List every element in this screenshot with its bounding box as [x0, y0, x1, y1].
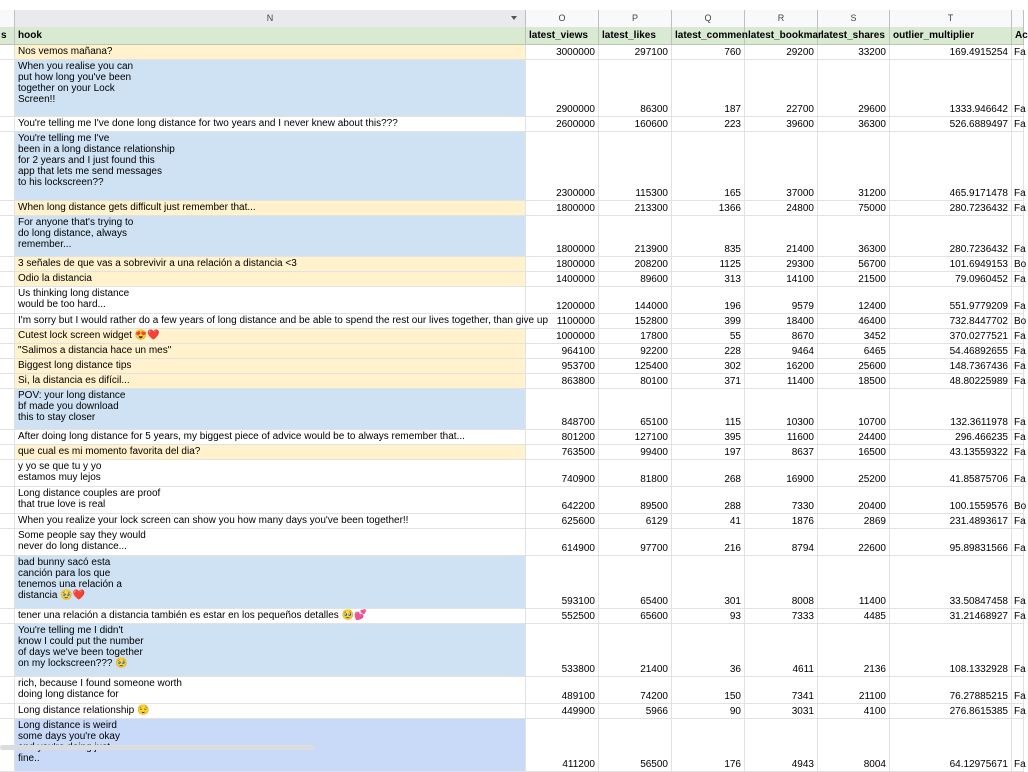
- bookmarks-cell[interactable]: 3031: [745, 704, 818, 718]
- column-header-n[interactable]: [15, 10, 526, 27]
- shares-cell[interactable]: 16500: [818, 445, 890, 459]
- table-row: [0, 272, 1024, 287]
- shares-cell[interactable]: 21100: [818, 677, 890, 703]
- shares-cell[interactable]: 25200: [818, 460, 890, 486]
- table-row: [0, 514, 1024, 529]
- table-row: [0, 329, 1024, 344]
- comments-cell[interactable]: 55: [672, 329, 745, 343]
- header-cell-shares[interactable]: latest_shares: [818, 27, 890, 44]
- likes-cell[interactable]: 6129: [599, 514, 672, 528]
- likes-cell[interactable]: 89600: [599, 272, 672, 286]
- shares-cell[interactable]: 11400: [818, 556, 890, 608]
- outlier-cell[interactable]: 54.46892655: [890, 344, 1012, 358]
- header-row: [0, 27, 1028, 45]
- cell-a[interactable]: [0, 287, 15, 313]
- hook-cell[interactable]: y yo se que tu y yo estamos muy lejos: [15, 460, 526, 486]
- column-header-s[interactable]: S: [818, 10, 890, 27]
- likes-cell[interactable]: 5966: [599, 704, 672, 718]
- cell-a[interactable]: [0, 374, 15, 388]
- bookmarks-cell[interactable]: 11400: [745, 374, 818, 388]
- bookmarks-cell[interactable]: 14100: [745, 272, 818, 286]
- outlier-cell[interactable]: 296.466235: [890, 430, 1012, 444]
- views-cell[interactable]: 1800000: [526, 257, 599, 271]
- comments-cell[interactable]: 187: [672, 60, 745, 116]
- account-cell[interactable]: Fa: [1012, 460, 1024, 486]
- account-cell[interactable]: Fa: [1014, 376, 1026, 387]
- table-row: [0, 487, 1027, 514]
- account-cell[interactable]: Fa: [1014, 274, 1026, 285]
- views-cell[interactable]: 964100: [526, 344, 599, 358]
- likes-cell[interactable]: 65600: [599, 609, 672, 623]
- cell-a[interactable]: [0, 359, 15, 373]
- column-header-p[interactable]: P: [599, 10, 672, 27]
- views-cell[interactable]: 953700: [526, 359, 599, 373]
- hook-cell[interactable]: When you realize your lock screen can show you how many days you've been together!!: [15, 514, 526, 528]
- likes-cell[interactable]: 17800: [599, 329, 672, 343]
- bookmarks-cell[interactable]: 16900: [745, 460, 818, 486]
- bookmarks-cell[interactable]: 1876: [745, 514, 818, 528]
- header-cell-u[interactable]: Ac: [1012, 27, 1024, 44]
- views-cell[interactable]: 614900: [526, 529, 599, 555]
- column-header-m[interactable]: [0, 10, 15, 27]
- table-row: [0, 430, 1024, 445]
- comments-cell[interactable]: 196: [672, 287, 745, 313]
- account-cell[interactable]: Fa: [1012, 132, 1024, 200]
- account-cell[interactable]: Fa: [1014, 447, 1026, 458]
- views-cell[interactable]: 740900: [526, 460, 599, 486]
- comments-cell[interactable]: 760: [672, 45, 745, 59]
- shares-cell[interactable]: 12400: [818, 287, 890, 313]
- outlier-cell[interactable]: 465.9171478: [890, 132, 1012, 200]
- comments-cell[interactable]: 223: [672, 117, 745, 131]
- likes-cell[interactable]: 125400: [599, 359, 672, 373]
- views-cell[interactable]: 489100: [526, 677, 599, 703]
- bookmarks-cell[interactable]: 9464: [745, 344, 818, 358]
- views-cell[interactable]: 552500: [526, 609, 599, 623]
- likes-cell[interactable]: 152800: [599, 314, 672, 328]
- outlier-cell[interactable]: 148.7367436: [890, 359, 1012, 373]
- hook-cell[interactable]: que cual es mi momento favorita del dia?: [15, 445, 526, 459]
- views-cell[interactable]: 449900: [526, 704, 599, 718]
- shares-cell[interactable]: 3452: [818, 329, 890, 343]
- likes-cell[interactable]: 213900: [599, 216, 672, 256]
- likes-cell[interactable]: 208200: [599, 257, 672, 271]
- comments-cell[interactable]: 1125: [672, 257, 745, 271]
- views-cell[interactable]: 848700: [526, 389, 599, 429]
- views-cell[interactable]: 593100: [526, 556, 599, 608]
- comments-cell[interactable]: 216: [672, 529, 745, 555]
- account-cell[interactable]: Fa: [1012, 389, 1024, 429]
- hook-cell[interactable]: 3 señales de que vas a sobrevivir a una relación a distancia <3: [15, 257, 526, 271]
- outlier-cell[interactable]: 48.80225989: [890, 374, 1012, 388]
- comments-cell[interactable]: 228: [672, 344, 745, 358]
- views-cell[interactable]: 763500: [526, 445, 599, 459]
- account-cell[interactable]: Fa: [1012, 529, 1024, 555]
- hook-cell[interactable]: Long distance couples are proof that true love is real: [15, 487, 526, 513]
- table-row: [0, 704, 1024, 719]
- table-row: [0, 529, 1024, 556]
- account-cell[interactable]: Fa: [1014, 611, 1026, 622]
- hook-cell[interactable]: When you realise you can put how long you've been together on your Lock Screen!!: [15, 60, 526, 116]
- hook-cell[interactable]: Long distance relationship 😌: [15, 704, 526, 718]
- shares-cell[interactable]: 36300: [818, 216, 890, 256]
- comments-cell[interactable]: 313: [672, 272, 745, 286]
- table-row: [0, 460, 1024, 487]
- bookmarks-cell[interactable]: 39600: [745, 117, 818, 131]
- account-cell[interactable]: Fa: [1014, 706, 1026, 717]
- shares-cell[interactable]: 2136: [818, 624, 890, 676]
- hook-cell[interactable]: For anyone that's trying to do long distance, always remember...: [15, 216, 526, 256]
- cell-a[interactable]: [0, 609, 15, 623]
- likes-cell[interactable]: 297100: [599, 45, 672, 59]
- comments-cell[interactable]: 301: [672, 556, 745, 608]
- likes-cell[interactable]: 144000: [599, 287, 672, 313]
- account-cell[interactable]: Bo: [1014, 259, 1027, 270]
- hook-cell[interactable]: You're telling me I've been in a long distance relationship for 2 years and I just found this app that lets me send messages to his lockscreen??: [15, 132, 526, 200]
- views-cell[interactable]: 1800000: [526, 201, 599, 215]
- table-row: [0, 45, 1024, 60]
- comments-cell[interactable]: 90: [672, 704, 745, 718]
- outlier-cell[interactable]: 1333.946642: [890, 60, 1012, 116]
- shares-cell[interactable]: 46400: [818, 314, 890, 328]
- likes-cell[interactable]: 92200: [599, 344, 672, 358]
- hook-cell[interactable]: I'm sorry but I would rather do a few years of long distance and be able to spend the rest our lives together, than give up: [15, 314, 526, 328]
- cell-a[interactable]: [0, 329, 15, 343]
- table-row: [0, 257, 1027, 272]
- outlier-cell[interactable]: 280.7236432: [890, 216, 1012, 256]
- bookmarks-cell[interactable]: 4943: [745, 719, 818, 771]
- cell-a[interactable]: [0, 430, 15, 444]
- outlier-cell[interactable]: 79.0960452: [890, 272, 1012, 286]
- views-cell[interactable]: 2600000: [526, 117, 599, 131]
- comments-cell[interactable]: 302: [672, 359, 745, 373]
- cell-a[interactable]: [0, 487, 15, 513]
- shares-cell[interactable]: 20400: [818, 487, 890, 513]
- comments-cell[interactable]: 41: [672, 514, 745, 528]
- account-cell[interactable]: Fa: [1014, 203, 1026, 214]
- bookmarks-cell[interactable]: 21400: [745, 216, 818, 256]
- comments-cell[interactable]: 1366: [672, 201, 745, 215]
- hook-cell[interactable]: bad bunny sacó esta canción para los que tenemos una relación a distancia 🥹❤️: [15, 556, 526, 608]
- table-row: [0, 216, 1024, 257]
- account-cell[interactable]: Bo: [1012, 487, 1024, 513]
- outlier-cell[interactable]: 526.6889497: [890, 117, 1012, 131]
- hook-cell[interactable]: When long distance gets difficult just remember that...: [15, 201, 526, 215]
- shares-cell[interactable]: 36300: [818, 117, 890, 131]
- table-row: [0, 132, 1024, 201]
- outlier-cell[interactable]: 108.1332928: [890, 624, 1012, 676]
- comments-cell[interactable]: 176: [672, 719, 745, 771]
- hook-cell[interactable]: Si, la distancia es difícil...: [15, 374, 526, 388]
- table-row: [0, 359, 1024, 374]
- comments-cell[interactable]: 835: [672, 216, 745, 256]
- bookmarks-cell[interactable]: 8637: [745, 445, 818, 459]
- table-row: [0, 201, 1024, 216]
- bookmarks-cell[interactable]: 8794: [745, 529, 818, 555]
- comments-cell[interactable]: 399: [672, 314, 745, 328]
- bookmarks-cell[interactable]: 4611: [745, 624, 818, 676]
- comments-cell[interactable]: 165: [672, 132, 745, 200]
- views-cell[interactable]: 533800: [526, 624, 599, 676]
- outlier-cell[interactable]: 732.8447702: [890, 314, 1012, 328]
- shares-cell[interactable]: 22600: [818, 529, 890, 555]
- shares-cell[interactable]: 4100: [818, 704, 890, 718]
- cell-a[interactable]: [0, 45, 15, 59]
- hook-cell[interactable]: Us thinking long distance would be too hard...: [15, 287, 526, 313]
- outlier-cell[interactable]: 276.8615385: [890, 704, 1012, 718]
- outlier-cell[interactable]: 101.6949153: [890, 257, 1012, 271]
- comments-cell[interactable]: 93: [672, 609, 745, 623]
- column-header-q[interactable]: Q: [672, 10, 745, 27]
- column-letter: N: [266, 13, 274, 23]
- cell-a[interactable]: [0, 257, 15, 271]
- hook-cell[interactable]: Some people say they would never do long distance...: [15, 529, 526, 555]
- shares-cell[interactable]: 6465: [818, 344, 890, 358]
- comments-cell[interactable]: 371: [672, 374, 745, 388]
- shares-cell[interactable]: 2869: [818, 514, 890, 528]
- account-cell[interactable]: Fa: [1012, 719, 1024, 771]
- bookmarks-cell[interactable]: 8008: [745, 556, 818, 608]
- cell-a[interactable]: [0, 514, 15, 528]
- cell-a[interactable]: [0, 201, 15, 215]
- account-cell[interactable]: Fa: [1014, 331, 1026, 342]
- cell-a[interactable]: [0, 216, 15, 256]
- shares-cell[interactable]: 25600: [818, 359, 890, 373]
- account-cell[interactable]: Fa: [1014, 47, 1026, 58]
- views-cell[interactable]: 1100000: [526, 314, 599, 328]
- account-cell[interactable]: Fa: [1012, 216, 1024, 256]
- shares-cell[interactable]: 75000: [818, 201, 890, 215]
- bookmarks-cell[interactable]: 7330: [745, 487, 818, 513]
- hook-cell[interactable]: rich, because I found someone worth doing long distance for: [15, 677, 526, 703]
- bookmarks-cell[interactable]: 37000: [745, 132, 818, 200]
- column-header-o[interactable]: O: [526, 10, 599, 27]
- hook-cell[interactable]: Odio la distancia: [15, 272, 526, 286]
- hook-cell[interactable]: Long distance is weird some days you're okay fine..: [15, 719, 526, 771]
- outlier-cell[interactable]: 551.9779209: [890, 287, 1012, 313]
- bookmarks-cell[interactable]: 29300: [745, 257, 818, 271]
- outlier-cell[interactable]: 169.4915254: [890, 45, 1012, 59]
- outlier-cell[interactable]: 43.13559322: [890, 445, 1012, 459]
- header-cell-likes[interactable]: latest_likes: [599, 27, 672, 44]
- header-cell-views[interactable]: latest_views: [526, 27, 599, 44]
- likes-cell[interactable]: 115300: [599, 132, 672, 200]
- bookmarks-cell[interactable]: 9579: [745, 287, 818, 313]
- shares-cell[interactable]: 4485: [818, 609, 890, 623]
- table-row: [0, 556, 1024, 609]
- likes-cell[interactable]: 89500: [599, 487, 672, 513]
- comments-cell[interactable]: 115: [672, 389, 745, 429]
- comments-cell[interactable]: 395: [672, 430, 745, 444]
- cell-a[interactable]: [0, 344, 15, 358]
- account-cell[interactable]: Fa: [1014, 119, 1026, 130]
- account-cell[interactable]: Fa: [1012, 60, 1024, 116]
- outlier-cell[interactable]: 76.27885215: [890, 677, 1012, 703]
- views-cell[interactable]: 2300000: [526, 132, 599, 200]
- likes-cell[interactable]: 74200: [599, 677, 672, 703]
- bookmarks-cell[interactable]: 8670: [745, 329, 818, 343]
- cell-a[interactable]: [0, 445, 15, 459]
- likes-cell[interactable]: 97700: [599, 529, 672, 555]
- cell-a[interactable]: [0, 556, 15, 608]
- header-cell-hook[interactable]: hook: [15, 27, 526, 44]
- outlier-cell[interactable]: 64.12975671: [890, 719, 1012, 771]
- hook-cell[interactable]: You're telling me I've done long distance for two years and I never knew about this???: [15, 117, 526, 131]
- shares-cell[interactable]: 24400: [818, 430, 890, 444]
- views-cell[interactable]: 2900000: [526, 60, 599, 116]
- likes-cell[interactable]: 81800: [599, 460, 672, 486]
- outlier-cell[interactable]: 280.7236432: [890, 201, 1012, 215]
- table-row: [0, 374, 1024, 389]
- comments-cell[interactable]: 197: [672, 445, 745, 459]
- outlier-cell[interactable]: 370.0277521: [890, 329, 1012, 343]
- column-header-u[interactable]: [1012, 10, 1024, 27]
- table-row: [0, 60, 1024, 117]
- shares-cell[interactable]: 31200: [818, 132, 890, 200]
- column-header-bar: [0, 10, 1024, 28]
- likes-cell[interactable]: 213300: [599, 201, 672, 215]
- likes-cell[interactable]: 21400: [599, 624, 672, 676]
- bookmarks-cell[interactable]: 29200: [745, 45, 818, 59]
- table-row: [0, 609, 1024, 624]
- likes-cell[interactable]: 86300: [599, 60, 672, 116]
- cell-a[interactable]: [0, 272, 15, 286]
- outlier-cell[interactable]: 231.4893617: [890, 514, 1012, 528]
- views-cell[interactable]: 1800000: [526, 216, 599, 256]
- table-row: [0, 117, 1024, 132]
- table-row: [0, 445, 1024, 460]
- header-cell-comments[interactable]: latest_commen: [672, 27, 745, 44]
- table-row: [0, 314, 1027, 329]
- shares-cell[interactable]: 18500: [818, 374, 890, 388]
- bookmarks-cell[interactable]: 10300: [745, 389, 818, 429]
- bookmarks-cell[interactable]: 22700: [745, 60, 818, 116]
- likes-cell[interactable]: 160600: [599, 117, 672, 131]
- cell-a[interactable]: [0, 529, 15, 555]
- shares-cell[interactable]: 10700: [818, 389, 890, 429]
- account-cell[interactable]: Fa: [1012, 624, 1024, 676]
- header-cell-outlier[interactable]: outlier_multiplier: [890, 27, 1012, 44]
- hook-cell[interactable]: Biggest long distance tips: [15, 359, 526, 373]
- account-cell[interactable]: Bo: [1014, 316, 1027, 327]
- views-cell[interactable]: 801200: [526, 430, 599, 444]
- cell-a[interactable]: [0, 677, 15, 703]
- cell-a[interactable]: [0, 117, 15, 131]
- cell-a[interactable]: [0, 460, 15, 486]
- comments-cell[interactable]: 36: [672, 624, 745, 676]
- views-cell[interactable]: 3000000: [526, 45, 599, 59]
- outlier-cell[interactable]: 132.3611978: [890, 389, 1012, 429]
- account-cell[interactable]: Fa: [1012, 556, 1024, 608]
- cell-a[interactable]: [0, 132, 15, 200]
- account-cell[interactable]: Fa: [1014, 516, 1026, 527]
- views-cell[interactable]: 411200: [526, 719, 599, 771]
- column-header-t[interactable]: T: [890, 10, 1012, 27]
- hook-cell[interactable]: Cutest lock screen widget 😍❤️: [15, 329, 526, 343]
- cell-a[interactable]: [0, 704, 15, 718]
- hook-cell[interactable]: Nos vemos mañana?: [15, 45, 526, 59]
- table-row: [0, 624, 1024, 677]
- bookmarks-cell[interactable]: 11600: [745, 430, 818, 444]
- hook-cell[interactable]: tener una relación a distancia también es estar en los pequeños detalles 🥹💕: [15, 609, 526, 623]
- outlier-cell[interactable]: 31.21468927: [890, 609, 1012, 623]
- table-row: [0, 287, 1024, 314]
- table-row: [0, 677, 1024, 704]
- comments-cell[interactable]: 288: [672, 487, 745, 513]
- views-cell[interactable]: 1400000: [526, 272, 599, 286]
- account-cell[interactable]: Fa: [1014, 346, 1026, 357]
- likes-cell[interactable]: 80100: [599, 374, 672, 388]
- bookmarks-cell[interactable]: 7333: [745, 609, 818, 623]
- views-cell[interactable]: 863800: [526, 374, 599, 388]
- bookmarks-cell[interactable]: 7341: [745, 677, 818, 703]
- bookmarks-cell[interactable]: 24800: [745, 201, 818, 215]
- dropdown-arrow-icon[interactable]: [511, 16, 517, 20]
- table-row: [0, 389, 1024, 430]
- account-cell[interactable]: Fa: [1012, 287, 1024, 313]
- account-cell[interactable]: Fa: [1012, 677, 1024, 703]
- likes-cell[interactable]: 99400: [599, 445, 672, 459]
- hook-cell[interactable]: POV: your long distance bf made you download this to stay closer: [15, 389, 526, 429]
- bookmarks-cell[interactable]: 16200: [745, 359, 818, 373]
- shares-cell[interactable]: 21500: [818, 272, 890, 286]
- account-cell[interactable]: Fa: [1014, 432, 1026, 443]
- cell-a[interactable]: [0, 389, 15, 429]
- views-cell[interactable]: 625600: [526, 514, 599, 528]
- table-row: [0, 344, 1024, 359]
- views-cell[interactable]: 1000000: [526, 329, 599, 343]
- views-cell[interactable]: 642200: [526, 487, 599, 513]
- cell-a[interactable]: [0, 624, 15, 676]
- hook-cell[interactable]: You're telling me I didn't know I could put the number of days we've been together on my lockscreen??? 🥹: [15, 624, 526, 676]
- outlier-cell[interactable]: 33.50847458: [890, 556, 1012, 608]
- outlier-cell[interactable]: 41.85875706: [890, 460, 1012, 486]
- horizontal-scrollbar[interactable]: [0, 745, 315, 750]
- account-cell[interactable]: Fa: [1014, 361, 1026, 372]
- hook-cell[interactable]: "Salimos a distancia hace un mes": [15, 344, 526, 358]
- likes-cell[interactable]: 65400: [599, 556, 672, 608]
- bookmarks-cell[interactable]: 18400: [745, 314, 818, 328]
- shares-cell[interactable]: 56700: [818, 257, 890, 271]
- comments-cell[interactable]: 150: [672, 677, 745, 703]
- likes-cell[interactable]: 56500: [599, 719, 672, 771]
- outlier-cell[interactable]: 100.1559576: [890, 487, 1012, 513]
- header-cell-a[interactable]: s: [0, 27, 15, 44]
- hook-cell[interactable]: After doing long distance for 5 years, my biggest piece of advice would be to always remember that...: [15, 430, 526, 444]
- likes-cell[interactable]: 127100: [599, 430, 672, 444]
- header-cell-bookmarks[interactable]: latest_bookmar: [745, 27, 818, 44]
- views-cell[interactable]: 1200000: [526, 287, 599, 313]
- column-header-r[interactable]: R: [745, 10, 818, 27]
- shares-cell[interactable]: 33200: [818, 45, 890, 59]
- comments-cell[interactable]: 268: [672, 460, 745, 486]
- cell-a[interactable]: [0, 60, 15, 116]
- outlier-cell[interactable]: 95.89831566: [890, 529, 1012, 555]
- shares-cell[interactable]: 29600: [818, 60, 890, 116]
- likes-cell[interactable]: 65100: [599, 389, 672, 429]
- shares-cell[interactable]: 8004: [818, 719, 890, 771]
- cell-a[interactable]: [0, 314, 15, 328]
